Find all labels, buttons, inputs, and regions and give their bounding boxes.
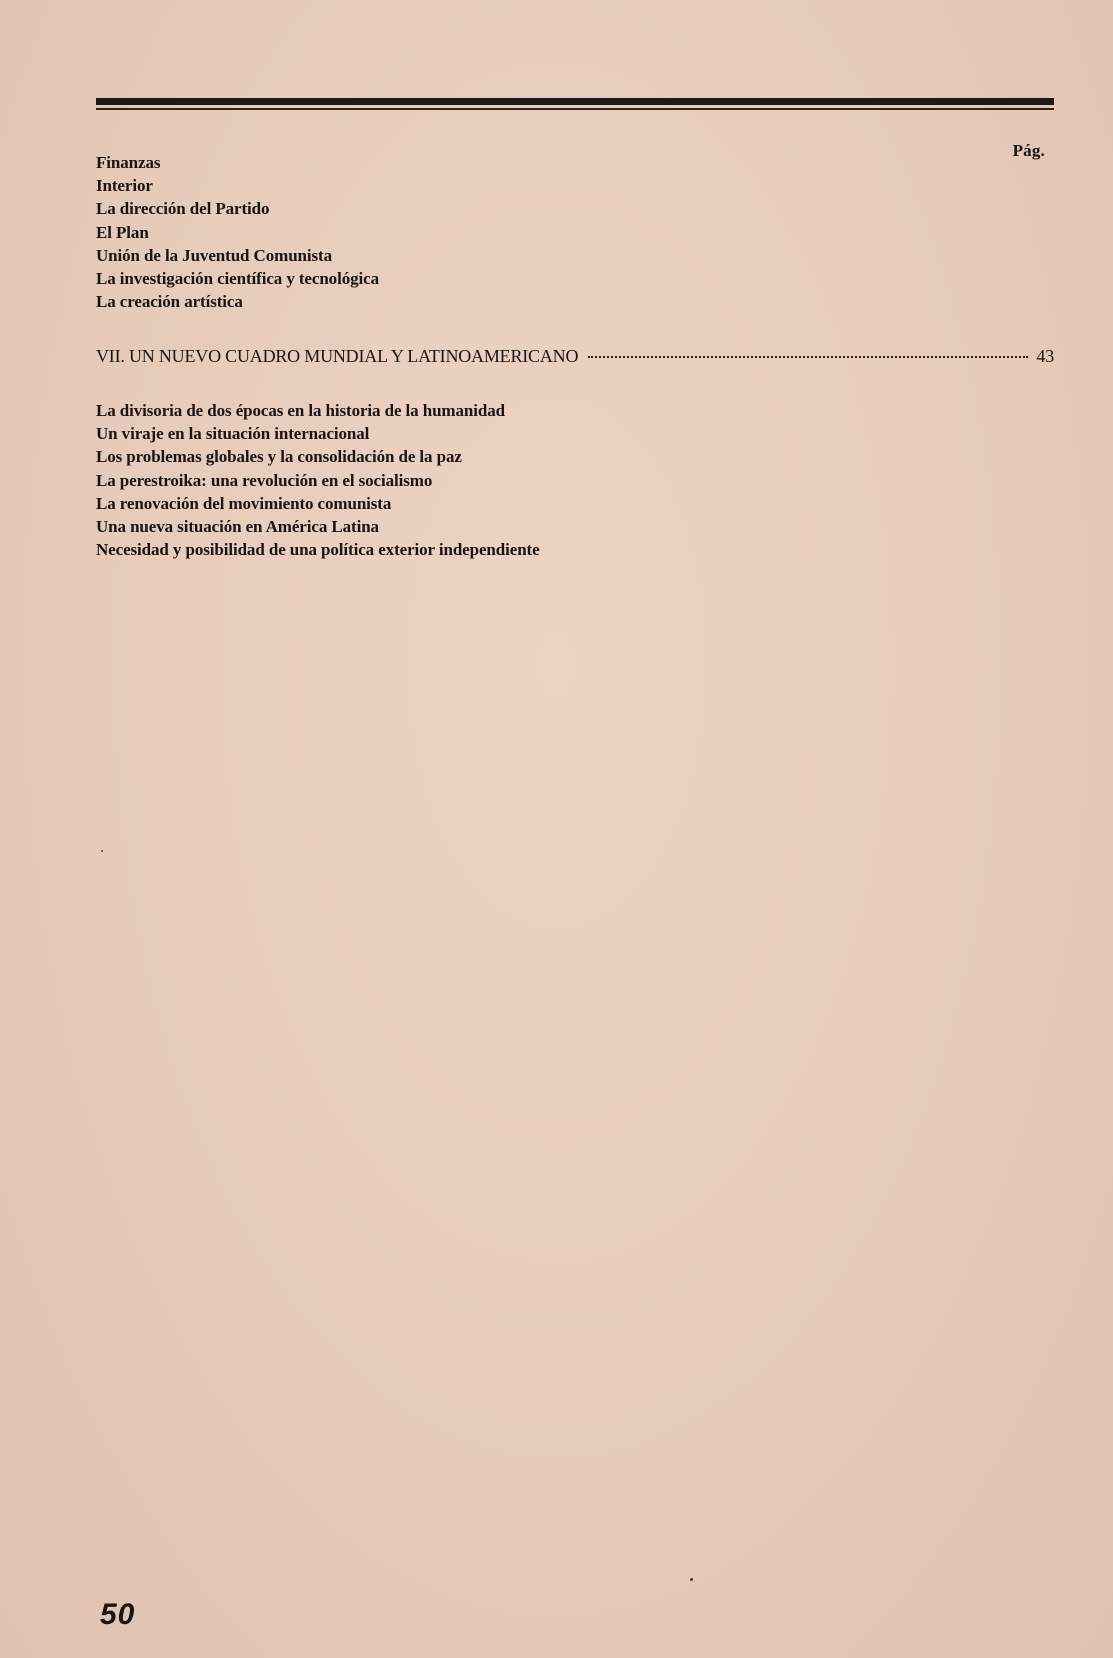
chapter-entry	[96, 346, 1054, 367]
list-item: Necesidad y posibilidad de una política exterior independiente	[96, 540, 540, 560]
dot-leader	[588, 356, 1028, 358]
list-item: La renovación del movimiento comunista	[96, 493, 392, 513]
list-item: La divisoria de dos épocas en la historia de la humanidad	[96, 401, 505, 420]
paper-speck	[690, 1578, 693, 1581]
list-item: Una nueva situación en América Latina	[96, 517, 379, 537]
chapter-section-list	[96, 399, 540, 561]
list-item: La dirección del Partido	[96, 199, 270, 219]
page-column-label: Pág.	[1012, 141, 1045, 160]
section-list-before	[96, 151, 379, 313]
footer-page-number: 50	[100, 1598, 136, 1631]
list-item: La investigación científica y tecnológica	[96, 269, 379, 289]
list-item: Los problemas globales y la consolidación de la paz	[96, 447, 462, 467]
list-item: La creación artística	[96, 292, 243, 312]
chapter-page-number: 43	[1036, 346, 1054, 366]
list-item: Unión de la Juventud Comunista	[96, 245, 333, 265]
top-thin-rule	[96, 108, 1054, 110]
list-item: Un viraje en la situación internacional	[96, 424, 370, 444]
list-item: La perestroika: una revolución en el socialismo	[96, 470, 433, 490]
list-item: El Plan	[96, 222, 149, 242]
top-thick-rule	[96, 98, 1054, 105]
list-item: Interior	[96, 176, 153, 196]
chapter-title: VII. UN NUEVO CUADRO MUNDIAL Y LATINOAMERICANO	[96, 346, 579, 366]
list-item: Finanzas	[96, 153, 161, 172]
paper-speck	[101, 850, 103, 852]
